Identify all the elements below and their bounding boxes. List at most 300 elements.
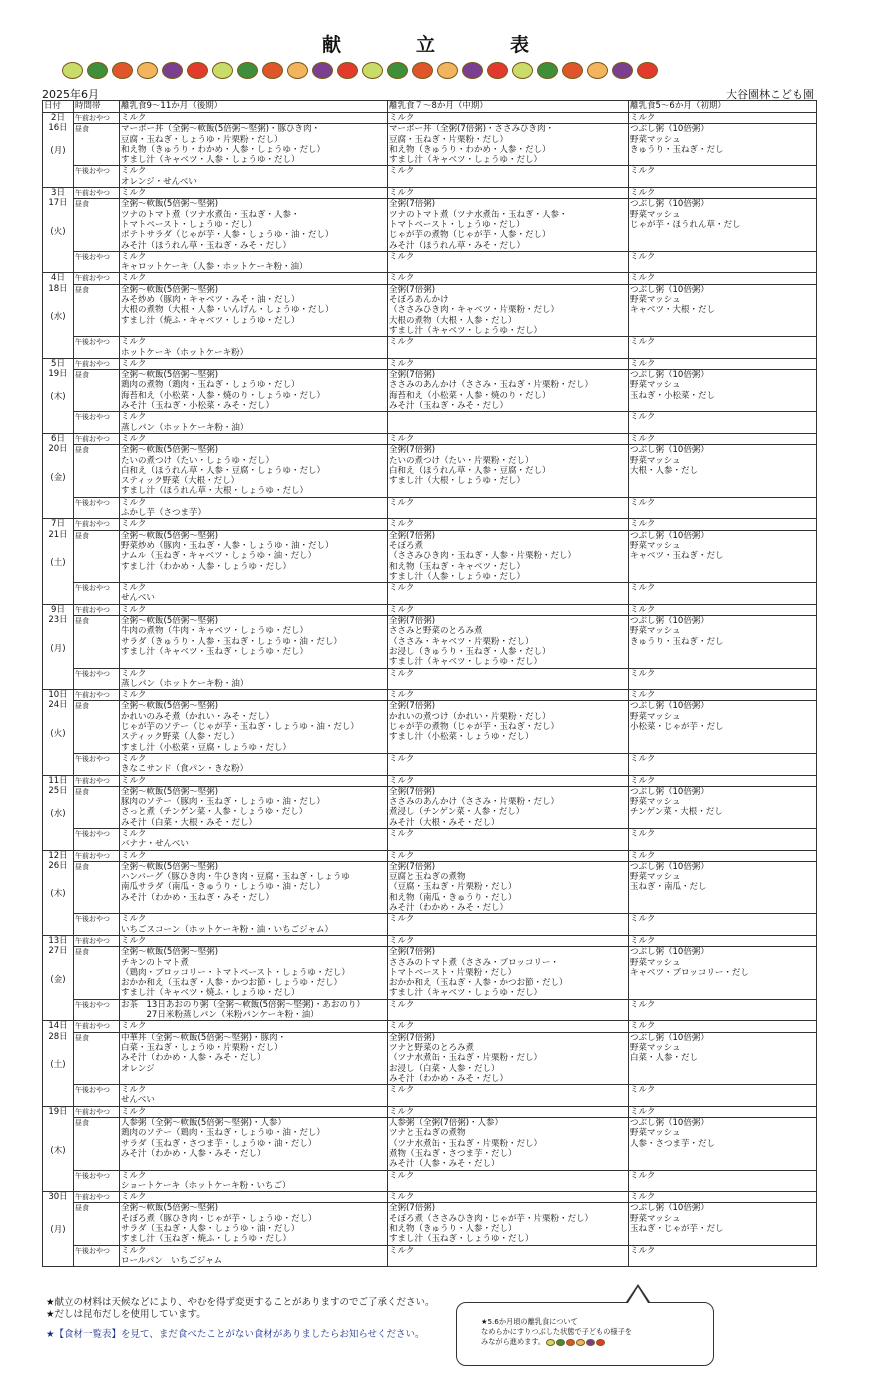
menu-cell: ミルク — [629, 188, 817, 199]
menu-cell: ミルク — [388, 914, 629, 936]
menu-cell: つぶし粥（10倍粥） 野菜マッシュ じゃが芋・ほうれん草・だし — [629, 199, 817, 252]
date-first: 3日 — [51, 188, 65, 199]
menu-cell: 全粥(7倍粥) 豆腐と玉ねぎの煮物 （豆腐・玉ねぎ・片栗粉・だし） 和え物（南瓜・きゅうり・だし） みそ汁（わかめ・みそ・だし） — [388, 861, 629, 914]
slot-am: 午前おやつ — [74, 188, 120, 199]
menu-cell: ミルク 蒸しパン（ホットケーキ粉・油） — [120, 668, 388, 690]
menu-cell: ミルク — [120, 1192, 388, 1203]
menu-cell: つぶし粥（10倍粥） 野菜マッシュ キャベツ・ブロッコリー・だし — [629, 947, 817, 1000]
date-second: 21日 — [48, 529, 68, 540]
menu-cell: ミルク — [388, 166, 629, 188]
vegetable-icon — [137, 62, 158, 79]
school-name: 大谷園林こども園 — [726, 88, 814, 101]
vegetable-icon — [62, 62, 83, 79]
menu-cell: ミルク — [388, 999, 629, 1021]
vegetable-icon — [546, 1339, 555, 1346]
table-row — [43, 166, 817, 188]
date-second: 19日 — [48, 369, 68, 380]
slot-pm: 午後おやつ — [74, 583, 120, 605]
menu-cell: ミルク せんべい — [120, 1085, 388, 1107]
date-first: 6日 — [51, 433, 65, 444]
slot-pm: 午後おやつ — [74, 251, 120, 273]
table-row — [43, 1192, 817, 1203]
table-row — [43, 124, 817, 166]
menu-cell: ミルク — [629, 433, 817, 444]
table-row — [43, 935, 817, 946]
date-cell — [43, 935, 74, 1020]
menu-cell: 全粥～軟飯(5倍粥～堅粥) みそ炒め（豚肉・キャベツ・みそ・油・だし） 大根の煮物（大根・人参・いんげん・しょうゆ・だし） すまし汁（焼ふ・キャベツ・しょうゆ・だし） — [120, 284, 388, 337]
notes — [46, 1297, 435, 1341]
menu-cell: ミルク — [120, 935, 388, 946]
date-first: 19日 — [48, 1106, 68, 1117]
table-row — [43, 947, 817, 1000]
menu-cell: ミルク — [120, 690, 388, 701]
date-first: 10日 — [48, 690, 68, 701]
date-cell — [43, 188, 74, 273]
date-second: 27日 — [48, 946, 68, 957]
header-late-stage: 離乳食9～11か月（後期） — [120, 101, 388, 113]
slot-am: 午前おやつ — [74, 1106, 120, 1117]
menu-cell: 全粥～軟飯(5倍粥～堅粥) かれいのみそ煮（かれい・みそ・だし） じゃが芋のソテー（じゃが芋・玉ねぎ・しょうゆ・油・だし） スティック野菜（人参・だし） すまし汁（小松菜・豆腐・しょうゆ・だし） — [120, 701, 388, 754]
month-label: 2025年6月 — [42, 88, 99, 101]
vegetable-icon — [562, 62, 583, 79]
menu-cell: ミルク — [120, 1021, 388, 1032]
table-row — [43, 433, 817, 444]
date-first: 2日 — [51, 113, 65, 123]
menu-cell: ミルク — [120, 433, 388, 444]
vegetable-icon — [637, 62, 658, 79]
table-row — [43, 1203, 817, 1245]
menu-cell: ミルク — [629, 1245, 817, 1267]
table-header — [43, 101, 817, 113]
table-row — [43, 690, 817, 701]
menu-cell: ミルク — [388, 358, 629, 369]
date-second: 17日 — [48, 198, 68, 209]
vegetable-decoration — [62, 62, 792, 82]
table-row — [43, 273, 817, 284]
table-row — [43, 530, 817, 583]
menu-cell: ミルク — [629, 828, 817, 850]
menu-cell: マーボー丼（全粥(7倍粥)・ささみひき肉・ 豆腐・玉ねぎ・片栗粉・だし） 和え物（きゅうり・わかめ・人参・だし） すまし汁（キャベツ・しょうゆ・だし） — [388, 124, 629, 166]
slot-lunch: 昼食 — [74, 1118, 120, 1171]
date-cell — [43, 358, 74, 433]
menu-cell: ミルク — [629, 1106, 817, 1117]
table-row — [43, 284, 817, 337]
table-row — [43, 850, 817, 861]
vegetable-icon — [587, 62, 608, 79]
menu-cell: ミルク — [629, 251, 817, 273]
menu-cell: お茶 13日あおのり粥（全粥～軟飯(5倍粥～堅粥)・あおのり） 27日米粉蒸しパン（米粉パンケーキ粉・油） — [120, 999, 388, 1021]
vegetable-icon — [212, 62, 233, 79]
weekday: (土) — [50, 1060, 66, 1071]
menu-cell: ミルク — [120, 519, 388, 530]
menu-cell: 全粥～軟飯(5倍粥～堅粥) 鶏肉の煮物（鶏肉・玉ねぎ・しょうゆ・だし） 海苔和え（小松菜・人参・焼のり・しょうゆ・だし） みそ汁（玉ねぎ・小松菜・みそ・だし） — [120, 370, 388, 412]
menu-cell: ミルク キャロットケーキ（人参・ホットケーキ粉・油） — [120, 251, 388, 273]
date-first: 7日 — [51, 519, 65, 530]
menu-cell: ミルク ふかし芋（さつま芋） — [120, 497, 388, 519]
vegetable-icon — [566, 1339, 575, 1346]
table-row — [43, 668, 817, 690]
menu-cell: 全粥(7倍粥) たいの煮つけ（たい・片栗粉・だし） 白和え（ほうれん草・人参・豆腐・だし） すまし汁（大根・しょうゆ・だし） — [388, 445, 629, 498]
date-cell — [43, 433, 74, 518]
menu-table — [42, 100, 817, 1267]
slot-lunch: 昼食 — [74, 530, 120, 583]
menu-cell: 全粥～軟飯(5倍粥～堅粥) 豚肉のソテー（豚肉・玉ねぎ・しょうゆ・油・だし） さっと煮（チンゲン菜・人参・しょうゆ・だし） みそ汁（白菜・大根・みそ・だし） — [120, 786, 388, 828]
table-row — [43, 604, 817, 615]
menu-cell: ミルク — [120, 775, 388, 786]
menu-cell: ミルク — [629, 850, 817, 861]
table-row — [43, 1106, 817, 1117]
slot-lunch: 昼食 — [74, 701, 120, 754]
menu-cell: ミルク 蒸しパン（ホットケーキ粉・油） — [120, 412, 388, 434]
weekday: (水) — [50, 312, 66, 323]
slot-am: 午前おやつ — [74, 850, 120, 861]
vegetable-icon — [556, 1339, 565, 1346]
menu-cell: ミルク — [629, 935, 817, 946]
slot-lunch: 昼食 — [74, 199, 120, 252]
menu-cell: つぶし粥（10倍粥） 野菜マッシュ 玉ねぎ・小松菜・だし — [629, 370, 817, 412]
menu-cell: ミルク オレンジ・せんべい — [120, 166, 388, 188]
menu-cell: ミルク — [629, 337, 817, 359]
date-cell — [43, 604, 74, 689]
menu-cell: つぶし粥（10倍粥） 野菜マッシュ 大根・人参・だし — [629, 445, 817, 498]
menu-cell: 全粥(7倍粥) ツナのトマト煮（ツナ水煮缶・玉ねぎ・人参・ トマトペースト・しょうゆ・だし） じゃが芋の煮物（じゃが芋・人参・だし） みそ汁（ほうれん草・みそ・だし） — [388, 199, 629, 252]
table-row — [43, 1118, 817, 1171]
date-cell — [43, 775, 74, 850]
header-middle-stage: 離乳食７～8か月（中期） — [388, 101, 629, 113]
menu-cell: マーボー丼（全粥～軟飯(5倍粥～堅粥)・豚ひき肉・ 豆腐・玉ねぎ・しょうゆ・片栗粉・だし） 和え物（きゅうり・わかめ・人参・しょうゆ・だし） すまし汁（キャベツ・人参・しょうゆ・だし） — [120, 124, 388, 166]
vegetable-icon — [576, 1339, 585, 1346]
table-row — [43, 1021, 817, 1032]
vegetable-icon — [312, 62, 333, 79]
menu-cell: ミルク — [629, 519, 817, 530]
note-1: ★献立の材料は天候などにより、やむを得ず変更することがありますのでご了承ください。 — [46, 1297, 435, 1308]
date-first: 11日 — [48, 775, 68, 786]
slot-lunch: 昼食 — [74, 861, 120, 914]
menu-cell: ミルク — [388, 935, 629, 946]
vegetable-icon — [537, 62, 558, 79]
date-second: 18日 — [48, 283, 68, 294]
table-row — [43, 1170, 817, 1192]
menu-cell: ミルク — [629, 999, 817, 1021]
slot-pm: 午後おやつ — [74, 337, 120, 359]
slot-am: 午前おやつ — [74, 604, 120, 615]
menu-cell: ミルク — [629, 583, 817, 605]
menu-cell: ミルク — [388, 519, 629, 530]
menu-cell: つぶし粥（10倍粥） 野菜マッシュ 人参・さつま芋・だし — [629, 1118, 817, 1171]
note-3: ★【食材一覧表】を見て、まだ食べたことがない食材がありましたらお知らせください。 — [46, 1329, 425, 1340]
menu-cell: ミルク — [388, 604, 629, 615]
table-row — [43, 861, 817, 914]
slot-lunch: 昼食 — [74, 616, 120, 669]
date-cell — [43, 1192, 74, 1267]
menu-cell: つぶし粥（10倍粥） 野菜マッシュ きゅうり・玉ねぎ・だし — [629, 616, 817, 669]
menu-cell: 全粥(7倍粥) そぼろ煮 （ささみひき肉・玉ねぎ・人参・片栗粉・だし） 和え物（玉ねぎ・キャベツ・だし） すまし汁（人参・しょうゆ・だし） — [388, 530, 629, 583]
table-row — [43, 701, 817, 754]
menu-cell: ミルク ショートケーキ（ホットケーキ粉・いちご） — [120, 1170, 388, 1192]
menu-cell: ミルク — [388, 828, 629, 850]
menu-cell: ミルク — [388, 583, 629, 605]
slot-am: 午前おやつ — [74, 1021, 120, 1032]
menu-cell: 人参粥（全粥(7倍粥)・人参） ツナと玉ねぎの煮物 （ツナ水煮缶・玉ねぎ・片栗粉・だし） 煮物（玉ねぎ・さつま芋・だし） みそ汁（人参・みそ・だし） — [388, 1118, 629, 1171]
menu-cell: 全粥(7倍粥) ささみのあんかけ（ささみ・片栗粉・だし） 煮浸し（チンゲン菜・人参・だし） みそ汁（大根・みそ・だし） — [388, 786, 629, 828]
menu-cell: ミルク きなこサンド（食パン・きな粉） — [120, 753, 388, 775]
vegetable-icon — [262, 62, 283, 79]
table-row — [43, 358, 817, 369]
date-second: 23日 — [48, 615, 68, 626]
vegetable-icon — [287, 62, 308, 79]
menu-cell: 全粥～軟飯(5倍粥～堅粥) チキンのトマト煮 （鶏肉・ブロッコリー・トマトペースト・しょうゆ・だし） おかか和え（玉ねぎ・人参・かつお節・しょうゆ・だし） すまし汁（キャベツ・焼ふ・しょうゆ・だし） — [120, 947, 388, 1000]
slot-pm: 午後おやつ — [74, 1170, 120, 1192]
vegetable-icon — [187, 62, 208, 79]
menu-cell: ミルク — [388, 337, 629, 359]
weekday: (火) — [50, 226, 66, 237]
table-row — [43, 583, 817, 605]
weekday: (木) — [50, 392, 66, 403]
menu-cell: ミルク — [388, 668, 629, 690]
vegetable-icon — [612, 62, 633, 79]
menu-cell: ミルク — [629, 668, 817, 690]
menu-cell: ミルク — [120, 604, 388, 615]
menu-cell: ミルク — [629, 1192, 817, 1203]
menu-cell: つぶし粥（10倍粥） 野菜マッシュ チンゲン菜・大根・だし — [629, 786, 817, 828]
menu-cell: ミルク — [388, 1170, 629, 1192]
date-second: 25日 — [48, 785, 68, 796]
menu-cell: 全粥～軟飯(5倍粥～堅粥) そぼろ煮（豚ひき肉・じゃが芋・しょうゆ・だし） サラダ（玉ねぎ・人参・しょうゆ・油・だし） すまし汁（玉ねぎ・焼ふ・しょうゆ・だし） — [120, 1203, 388, 1245]
date-cell — [43, 850, 74, 935]
vegetable-icon — [162, 62, 183, 79]
menu-cell: ミルク — [629, 497, 817, 519]
menu-cell: ミルク — [120, 850, 388, 861]
slot-pm: 午後おやつ — [74, 1245, 120, 1267]
menu-cell: 人参粥（全粥～軟飯(5倍粥～堅粥)・人参） 鶏肉のソテー（鶏肉・玉ねぎ・しょうゆ・油・だし） サラダ（玉ねぎ・さつま芋・しょうゆ・油・だし） みそ汁（わかめ・人参・みそ・だし） — [120, 1118, 388, 1171]
menu-cell: ミルク — [629, 1021, 817, 1032]
table-row — [43, 445, 817, 498]
menu-cell: ミルク — [629, 358, 817, 369]
weekday: (金) — [50, 974, 66, 985]
weekday: (木) — [50, 1145, 66, 1156]
table-row — [43, 251, 817, 273]
slot-am: 午前おやつ — [74, 273, 120, 284]
menu-cell: ミルク — [388, 433, 629, 444]
page-title: 献 立 表 — [321, 34, 557, 56]
date-second: 28日 — [48, 1031, 68, 1042]
vegetable-icon — [112, 62, 133, 79]
menu-cell: ミルク — [388, 251, 629, 273]
date-first: 4日 — [51, 273, 65, 284]
date-cell — [43, 1106, 74, 1191]
weekday: (月) — [50, 1225, 66, 1236]
menu-cell: つぶし粥（10倍粥） 野菜マッシュ きゅうり・玉ねぎ・だし — [629, 124, 817, 166]
table-row — [43, 188, 817, 199]
vegetable-icon — [586, 1339, 595, 1346]
menu-cell: ミルク — [629, 604, 817, 615]
bubble-line-2: なめらかにすりつぶした状態で子どもの様子を — [481, 1327, 632, 1336]
slot-pm: 午後おやつ — [74, 166, 120, 188]
vegetable-icon — [387, 62, 408, 79]
slot-am: 午前おやつ — [74, 433, 120, 444]
slot-lunch: 昼食 — [74, 786, 120, 828]
menu-cell: ミルク — [629, 113, 817, 124]
slot-pm: 午後おやつ — [74, 497, 120, 519]
menu-cell: ミルク — [629, 753, 817, 775]
table-row — [43, 370, 817, 412]
table-row — [43, 497, 817, 519]
weekday: (土) — [50, 558, 66, 569]
menu-cell: つぶし粥（10倍粥） 野菜マッシュ 玉ねぎ・じゃが芋・だし — [629, 1203, 817, 1245]
date-first: 14日 — [48, 1021, 68, 1032]
table-row — [43, 1245, 817, 1267]
slot-lunch: 昼食 — [74, 124, 120, 166]
date-first: 30日 — [48, 1192, 68, 1203]
date-first: 12日 — [48, 850, 68, 861]
menu-cell: ミルク — [120, 188, 388, 199]
table-row — [43, 113, 817, 124]
menu-cell: ミルク — [629, 412, 817, 434]
slot-am: 午前おやつ — [74, 113, 120, 124]
menu-cell: ミルク — [388, 753, 629, 775]
menu-cell: ミルク — [388, 188, 629, 199]
date-cell — [43, 1021, 74, 1106]
menu-cell: 全粥～軟飯(5倍粥～堅粥) ツナのトマト煮（ツナ水煮缶・玉ねぎ・人参・ トマトペースト・しょうゆ・だし） ポテトサラダ（じゃが芋・人参・しょうゆ・油・だし） みそ汁（ほうれん草・玉ねぎ・みそ・だし） — [120, 199, 388, 252]
menu-cell: ミルク — [629, 914, 817, 936]
menu-cell: 全粥～軟飯(5倍粥～堅粥) たいの煮つけ（たい・しょうゆ・だし） 白和え（ほうれん草・人参・豆腐・しょうゆ・だし） スティック野菜（大根・だし） すまし汁（ほうれん草・大根・しょうゆ・だし） — [120, 445, 388, 498]
date-second: 26日 — [48, 860, 68, 871]
menu-cell: 全粥(7倍粥) ささみのトマト煮（ささみ・ブロッコリー・ トマトペースト・片栗粉・だし） おかか和え（玉ねぎ・人参・かつお節・だし） すまし汁（キャベツ・しょうゆ・だし） — [388, 947, 629, 1000]
menu-cell: 全粥～軟飯(5倍粥～堅粥) 野菜炒め（豚肉・玉ねぎ・人参・しょうゆ・油・だし） ナムル（玉ねぎ・キャベツ・しょうゆ・油・だし） すまし汁（わかめ・人参・しょうゆ・だし） — [120, 530, 388, 583]
menu-cell: つぶし粥（10倍粥） 野菜マッシュ 白菜・人参・だし — [629, 1032, 817, 1085]
slot-pm: 午後おやつ — [74, 914, 120, 936]
vegetable-icon — [362, 62, 383, 79]
weekday: (水) — [50, 808, 66, 819]
vegetable-icon — [412, 62, 433, 79]
menu-cell: つぶし粥（10倍粥） 野菜マッシュ 小松菜・じゃが芋・だし — [629, 701, 817, 754]
vegetable-icon — [337, 62, 358, 79]
weekday: (火) — [50, 728, 66, 739]
weekday: (月) — [50, 643, 66, 654]
header-date: 日付 — [43, 101, 74, 113]
menu-cell: ミルク — [629, 775, 817, 786]
bubble-tail-fill — [628, 1287, 648, 1303]
menu-cell: ミルク — [629, 1170, 817, 1192]
menu-cell: 全粥(7倍粥) ツナと野菜のとろみ煮 （ツナ水煮缶・玉ねぎ・片栗粉・だし） お浸し（白菜・人参・だし） みそ汁（わかめ・みそ・だし） — [388, 1032, 629, 1085]
weekday: (木) — [50, 889, 66, 900]
menu-cell: ミルク — [388, 1085, 629, 1107]
slot-lunch: 昼食 — [74, 445, 120, 498]
vegetable-icon — [487, 62, 508, 79]
weekday: (金) — [50, 472, 66, 483]
menu-cell: ミルク せんべい — [120, 583, 388, 605]
table-row — [43, 199, 817, 252]
menu-cell: ミルク — [120, 358, 388, 369]
slot-pm: 午後おやつ — [74, 1085, 120, 1107]
bubble-line-3: みながら進めます。 — [481, 1337, 713, 1347]
menu-cell: ミルク — [120, 1106, 388, 1117]
menu-cell: ミルク — [120, 113, 388, 124]
date-second: 24日 — [48, 700, 68, 711]
bubble-line-1: ★5.6か月頃の離乳食について — [481, 1317, 578, 1326]
menu-cell: ミルク — [388, 775, 629, 786]
slot-lunch: 昼食 — [74, 370, 120, 412]
menu-cell: ミルク — [388, 1021, 629, 1032]
note-2: ★だしは昆布だしを使用しています。 — [46, 1309, 206, 1320]
menu-cell: ミルク いちごスコーン（ホットケーキ粉・油・いちごジャム） — [120, 914, 388, 936]
slot-am: 午前おやつ — [74, 690, 120, 701]
table-row — [43, 1085, 817, 1107]
date-second: 16日 — [48, 123, 68, 134]
menu-cell: 全粥～軟飯(5倍粥～堅粥) 牛肉の煮物（牛肉・キャベツ・しょうゆ・だし） サラダ（きゅうり・人参・玉ねぎ・しょうゆ・油・だし） すまし汁（キャベツ・玉ねぎ・しょうゆ・だし） — [120, 616, 388, 669]
menu-cell: ミルク — [629, 690, 817, 701]
menu-cell: 全粥(7倍粥) そぼろ煮（ささみひき肉・じゃが芋・片栗粉・だし） 和え物（きゅうり・人参・だし） すまし汁（玉ねぎ・しょうゆ・だし） — [388, 1203, 629, 1245]
menu-cell: つぶし粥（10倍粥） 野菜マッシュ 玉ねぎ・南瓜・だし — [629, 861, 817, 914]
vegetable-icon — [512, 62, 533, 79]
table-row — [43, 616, 817, 669]
date-cell — [43, 519, 74, 604]
menu-cell: ミルク — [388, 850, 629, 861]
menu-cell: ミルク — [629, 166, 817, 188]
slot-lunch: 昼食 — [74, 1203, 120, 1245]
vegetable-icon — [437, 62, 458, 79]
vegetable-icon — [237, 62, 258, 79]
table-row — [43, 828, 817, 850]
date-second: 20日 — [48, 444, 68, 455]
slot-pm: 午後おやつ — [74, 999, 120, 1021]
slot-am: 午前おやつ — [74, 519, 120, 530]
menu-cell — [388, 412, 629, 434]
header-early-stage: 離乳食5～6か月（初期） — [629, 101, 817, 113]
slot-pm: 午後おやつ — [74, 412, 120, 434]
menu-cell: 全粥(7倍粥) ささみと野菜のとろみ煮 （ささみ・キャベツ・片栗粉・だし） お浸し（きゅうり・玉ねぎ・人参・だし） すまし汁（キャベツ・しょうゆ・だし） — [388, 616, 629, 669]
menu-cell: ミルク ホットケーキ（ホットケーキ粉） — [120, 337, 388, 359]
slot-am: 午前おやつ — [74, 775, 120, 786]
menu-cell: ミルク — [629, 1085, 817, 1107]
header-slot: 時間帯 — [74, 101, 120, 113]
date-cell — [43, 690, 74, 775]
slot-am: 午前おやつ — [74, 935, 120, 946]
vegetable-icon — [596, 1339, 605, 1346]
slot-pm: 午後おやつ — [74, 828, 120, 850]
table-row — [43, 1032, 817, 1085]
slot-lunch: 昼食 — [74, 947, 120, 1000]
slot-lunch: 昼食 — [74, 284, 120, 337]
table-row — [43, 786, 817, 828]
table-row — [43, 519, 817, 530]
menu-cell: 全粥(7倍粥) ささみのあんかけ（ささみ・玉ねぎ・片栗粉・だし） 海苔和え（小松菜・人参・焼のり・だし） みそ汁（玉ねぎ・みそ・だし） — [388, 370, 629, 412]
menu-cell: 全粥～軟飯(5倍粥～堅粥) ハンバーグ（豚ひき肉・牛ひき肉・豆腐・玉ねぎ・しょうゆ 南瓜サラダ（南瓜・きゅうり・しょうゆ・油・だし） みそ汁（わかめ・玉ねぎ・みそ・だし） — [120, 861, 388, 914]
menu-cell: 中華丼（全粥～軟飯(5倍粥～堅粥)・豚肉・ 白菜・玉ねぎ・しょうゆ・片栗粉・だし） みそ汁（わかめ・人参・みそ・だし） オレンジ — [120, 1032, 388, 1085]
menu-cell: ミルク — [120, 273, 388, 284]
menu-cell: ミルク — [388, 1106, 629, 1117]
menu-cell: ミルク — [388, 273, 629, 284]
menu-cell: つぶし粥（10倍粥） 野菜マッシュ キャベツ・大根・だし — [629, 284, 817, 337]
table-row — [43, 914, 817, 936]
date-cell — [43, 273, 74, 358]
table-row — [43, 412, 817, 434]
table-row — [43, 999, 817, 1021]
date-cell — [43, 113, 74, 188]
weekday: (月) — [50, 146, 66, 157]
menu-cell: ミルク — [388, 497, 629, 519]
date-first: 9日 — [51, 604, 65, 615]
menu-cell: ミルク — [388, 113, 629, 124]
menu-cell: ミルク — [388, 690, 629, 701]
vegetable-icon — [462, 62, 483, 79]
info-bubble — [456, 1302, 714, 1366]
menu-cell: ミルク ロールパン いちごジャム — [120, 1245, 388, 1267]
slot-pm: 午後おやつ — [74, 668, 120, 690]
menu-cell: 全粥(7倍粥) そぼろあんかけ （ささみひき肉・キャベツ・片栗粉・だし） 大根の煮物（大根・人参・だし） すまし汁（キャベツ・しょうゆ・だし） — [388, 284, 629, 337]
date-first: 13日 — [48, 935, 68, 946]
slot-pm: 午後おやつ — [74, 753, 120, 775]
